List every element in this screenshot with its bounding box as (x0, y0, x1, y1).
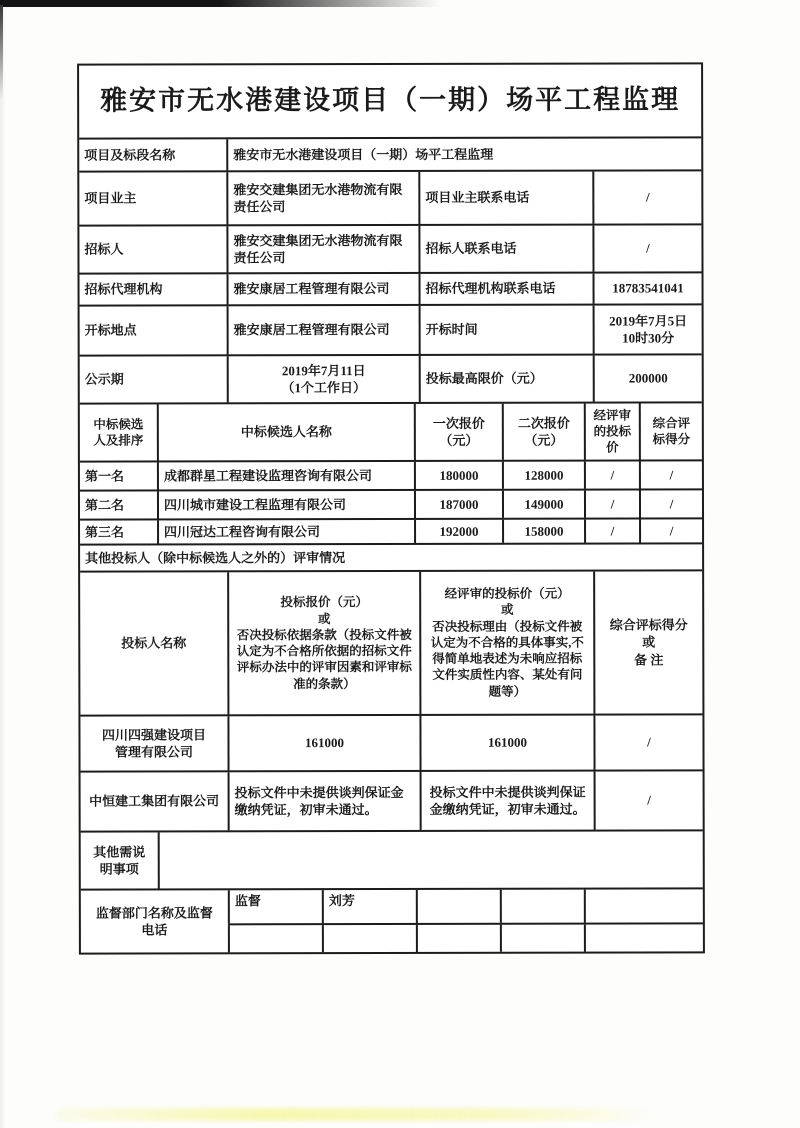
bidder-rejection-clause: 投标文件中未提供谈判保证金缴纳凭证，初审未通过。 (228, 772, 420, 830)
agency-label: 招标代理机构 (84, 281, 163, 298)
candidate-row (80, 517, 702, 543)
candidate-row (80, 488, 702, 518)
evaluated-or-rejection-reason-header: 经评审的投标价（元） 或 否决投标理由（投标文件被认定为不合格的具体事实,不得简单地表述为未响应招标文件实质性内容、某处有问题等） (419, 572, 593, 714)
project-section-label: 项目及标段名称 (84, 147, 176, 163)
supervision-empty-cell (228, 925, 322, 952)
candidate-second-bid: 158000 (502, 520, 584, 543)
tenderee-phone-value: / (592, 225, 701, 271)
supervision-empty-cell (322, 925, 416, 952)
candidate-evaluated-price: / (584, 490, 639, 517)
table-row (80, 303, 702, 354)
supervisor-name-cell: 刘芳 (322, 890, 416, 923)
candidate-first-bid: 187000 (414, 491, 502, 518)
first-bid-header: 一次报价 （元） (414, 404, 502, 460)
supervision-empty-cell (584, 924, 703, 951)
agency-phone-value: 18783541041 (593, 273, 702, 303)
candidate-second-bid: 128000 (502, 462, 584, 489)
table-row (79, 169, 701, 224)
candidate-first-bid: 192000 (414, 520, 502, 543)
bidder-remark: / (594, 771, 703, 829)
second-bid-header: 二次报价 （元） (502, 404, 584, 460)
title-row (79, 64, 701, 137)
supervision-empty-cell (500, 890, 584, 923)
opening-place-value: 雅安康居工程管理有限公司 (227, 306, 419, 354)
candidate-score: / (639, 461, 702, 488)
agency-value: 雅安康居工程管理有限公司 (227, 274, 419, 304)
candidate-name: 四川城市建设工程监理有限公司 (157, 491, 414, 519)
candidate-second-bid: 149000 (502, 491, 584, 518)
supervision-empty-cell (416, 890, 500, 923)
supervision-empty-cell (416, 925, 500, 952)
candidate-name-header: 中标候选人名称 (157, 404, 414, 461)
candidate-score: / (639, 490, 702, 517)
project-section-value: 雅安市无水港建设项目（一期）场平工程监理 (226, 138, 701, 170)
bid-or-rejection-clause-header: 投标报价（元） 或 否决投标依据条款（投标文件被认定为不合格所依据的招标文件评标办法中的评审因素和评审标准的条款） (227, 572, 419, 714)
bidder-name: 四川四强建设项目 管理有限公司 (101, 727, 206, 760)
supervision-empty-cell (500, 925, 584, 952)
publicity-period-label: 公示期 (84, 371, 124, 388)
other-bidders-header-row (80, 569, 702, 714)
bid-publicity-table (77, 62, 705, 954)
candidate-rank: 第一名 (84, 468, 124, 484)
agency-phone-label: 招标代理机构联系电话 (419, 274, 593, 304)
candidate-name: 成都群星工程建设监理咨询有限公司 (157, 462, 414, 490)
tenderee-value: 雅安交建集团无水港物流有限责任公司 (226, 226, 418, 272)
tenderee-phone-label: 招标人联系电话 (418, 226, 592, 272)
bidder-bid-value: 161000 (227, 716, 419, 770)
notes-value (158, 831, 703, 888)
table-row (79, 136, 701, 170)
candidate-rank: 第三名 (85, 524, 125, 540)
notes-row (81, 829, 703, 888)
score-or-remark-header: 综合评标得分 或 备 注 (593, 571, 702, 713)
candidate-evaluated-price: / (584, 519, 639, 542)
evaluated-price-header: 经评审 的投标 价 (584, 403, 639, 459)
supervision-empty-cell (584, 889, 703, 922)
other-bidders-section-title: 其他投标人（除中标候选人之外的）评审情况 (85, 550, 346, 566)
supervisor-role-cell: 监督 (228, 890, 322, 923)
supervision-grid (228, 889, 703, 952)
opening-time-value: 2019年7月5日 10时30分 (593, 305, 702, 353)
opening-time-label: 开标时间 (419, 306, 593, 354)
candidate-score: / (639, 519, 702, 542)
owner-label: 项目业主 (84, 190, 137, 207)
other-bidder-row (81, 769, 703, 830)
owner-phone-value: / (592, 171, 701, 223)
bidder-name-header: 投标人名称 (121, 635, 187, 651)
max-price-label: 投标最高限价（元） (419, 356, 593, 402)
owner-phone-label: 项目业主联系电话 (418, 172, 592, 224)
table-row (80, 271, 702, 304)
table-row (80, 353, 702, 402)
candidate-rank: 第二名 (84, 497, 125, 513)
candidate-first-bid: 180000 (414, 462, 502, 489)
owner-value: 雅安交建集团无水港物流有限责任公司 (226, 172, 418, 224)
supervision-label: 监督部门名称及监督 电话 (95, 905, 213, 938)
candidate-name: 四川冠达工程咨询有限公司 (157, 520, 414, 544)
scan-artifact-top-band (0, 0, 440, 7)
other-bidders-section-row (80, 542, 702, 570)
tenderee-label: 招标人 (84, 241, 124, 258)
score-header: 综合评 标得分 (639, 403, 702, 459)
publicity-period-value: 2019年7月11日 （1个工作日） (227, 356, 419, 402)
supervision-row (81, 887, 703, 952)
doc-title: 雅安市无水港建设项目（一期）场平工程监理 (100, 84, 681, 116)
max-price-value: 200000 (593, 355, 702, 401)
scan-artifact-highlighter-streak (55, 1108, 655, 1121)
bidder-remark: / (593, 715, 702, 769)
other-bidder-row (80, 713, 702, 770)
bidder-rejection-reason: 投标文件中未提供谈判保证金缴纳凭证，初审未通过。 (420, 772, 594, 830)
table-row (79, 223, 701, 272)
candidate-row (80, 459, 702, 489)
bidder-evaluated-value: 161000 (419, 716, 593, 770)
scan-artifact-left-edge-shadow (0, 0, 6, 1128)
candidate-rank-header: 中标候选 人及排序 (93, 417, 144, 448)
opening-place-label: 开标地点 (84, 322, 137, 339)
candidate-evaluated-price: / (584, 461, 639, 488)
bidder-name: 中恒建工集团有限公司 (89, 793, 220, 810)
notes-label: 其他需说 明事项 (93, 844, 146, 877)
candidates-header-row (80, 401, 702, 460)
